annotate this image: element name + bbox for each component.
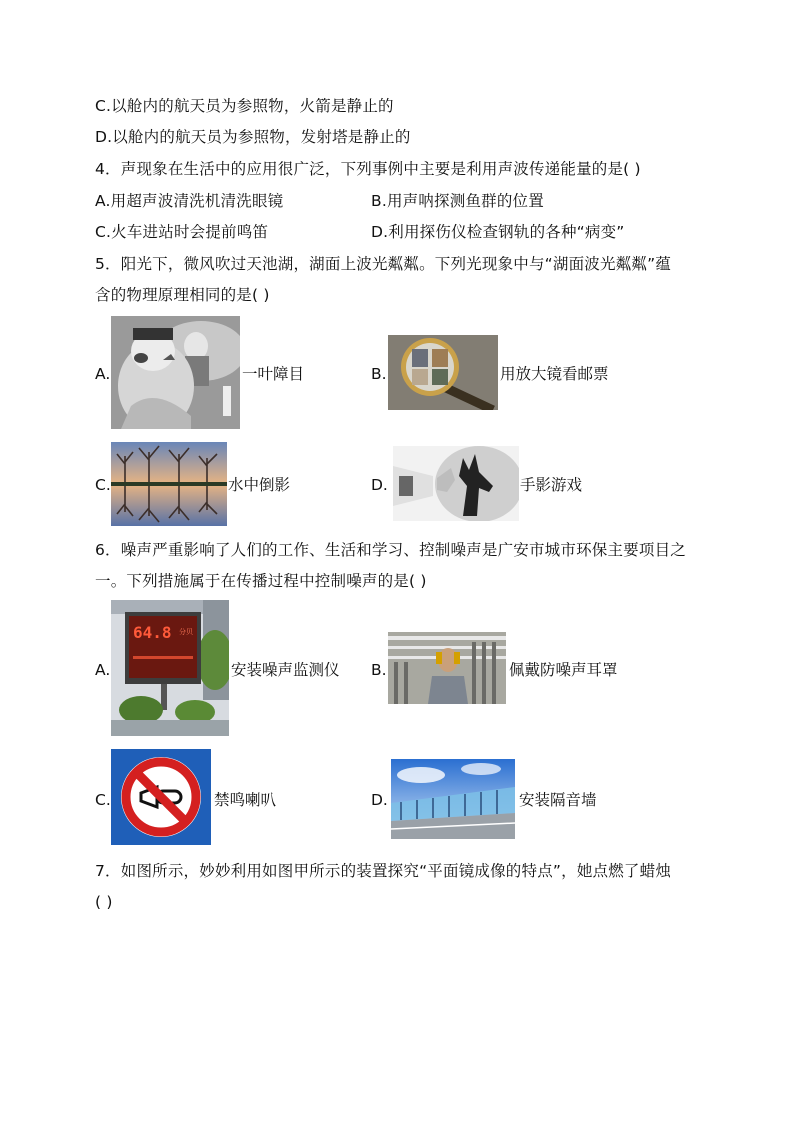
q5-option-d-letter: D.	[371, 476, 388, 494]
question-7-stem-line-2: ( )	[95, 893, 113, 911]
noise-monitor-image	[111, 600, 229, 736]
q5-option-a-letter: A.	[95, 365, 111, 383]
noise-unit-display: 分贝	[179, 628, 193, 636]
option-c-previous-question: C.以舱内的航天员为参照物，火箭是静止的	[95, 97, 394, 115]
noise-value-display: 64.8	[133, 623, 172, 642]
soundproof-wall-image	[391, 759, 515, 839]
question-4-stem: 4．声现象在生活中的应用很广泛，下列事例中主要是利用声波传递能量的是( )	[95, 160, 641, 178]
question-7-stem-line-1: 7．如图所示，妙妙利用如图甲所示的装置探究“平面镜成像的特点”，她点燃了蜡烛	[95, 862, 672, 880]
q6-option-a-letter: A.	[95, 661, 111, 679]
q6-option-c-letter: C.	[95, 791, 111, 809]
option-d-previous-question: D.以舱内的航天员为参照物，发射塔是静止的	[95, 128, 411, 146]
no-honking-sign-image	[111, 749, 211, 845]
question-4-option-a: A.用超声波清洗机清洗眼镜	[95, 192, 284, 210]
q6-option-b-text: 佩戴防噪声耳罩	[509, 661, 618, 679]
q5-option-a-text: 一叶障目	[242, 365, 305, 383]
question-4-option-c: C.火车进站时会提前鸣笛	[95, 223, 269, 241]
q5-option-b-text: 用放大镜看邮票	[500, 365, 609, 383]
q6-option-d-letter: D.	[371, 791, 388, 809]
hand-shadow-game-image	[393, 446, 519, 521]
q5-option-c-text: 水中倒影	[228, 476, 291, 494]
q6-option-d-text: 安装隔音墙	[519, 791, 597, 809]
question-4-option-b: B.用声呐探测鱼群的位置	[371, 192, 544, 210]
ear-protector-worker-image	[388, 632, 506, 704]
q6-option-c-text: 禁鸣喇叭	[214, 791, 277, 809]
question-4-option-d: D.利用探伤仪检查钢轨的各种“病变”	[371, 223, 625, 241]
reflection-in-water-image	[111, 442, 227, 526]
q5-option-b-letter: B.	[371, 365, 387, 383]
magnifier-stamp-image	[388, 335, 498, 410]
question-6-stem-line-1: 6．噪声严重影响了人们的工作、生活和学习、控制噪声是广安市城市环保主要项目之	[95, 541, 686, 559]
q5-option-d-text: 手影游戏	[520, 476, 583, 494]
q6-option-b-letter: B.	[371, 661, 387, 679]
question-5-stem-line-2: 含的物理原理相同的是( )	[95, 286, 270, 304]
question-6-stem-line-2: 一。下列措施属于在传播过程中控制噪声的是( )	[95, 572, 427, 590]
question-5-stem-line-1: 5．阳光下，微风吹过天池湖，湖面上波光粼粼。下列光现象中与“湖面波光粼粼”蕴	[95, 255, 672, 273]
q6-option-a-text: 安装噪声监测仪	[231, 661, 340, 679]
one-leaf-blocks-eyes-image	[111, 316, 240, 429]
q5-option-c-letter: C.	[95, 476, 111, 494]
